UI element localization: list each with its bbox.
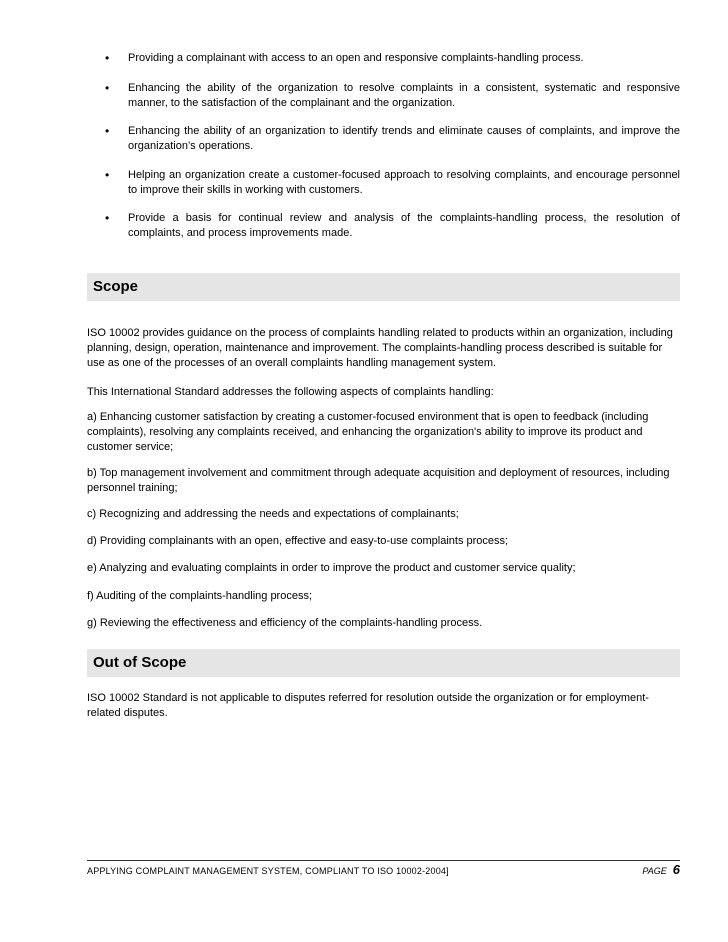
bullet-text: Enhancing the ability of an organization to identify trends and eliminate causes of complaints, and improve the organization’s operations. (128, 125, 680, 152)
scope-heading: Scope (93, 278, 139, 295)
out-of-scope-paragraph: ISO 10002 Standard is not applicable to disputes referred for resolution outside the organization or for employment-related disputes. (87, 692, 649, 719)
scope-paragraph: e) Analyzing and evaluating complaints in order to improve the product and customer service quality; (87, 562, 576, 574)
scope-paragraph: g) Reviewing the effectiveness and efficiency of the complaints-handling process. (87, 617, 483, 629)
scope-paragraph: ISO 10002 provides guidance on the process of complaints handling related to products within an organization, including planning, design, operation, maintenance and improvement. The complaints-handling process described is suitable for use as one of the processes of an overall complaints handling management system. (87, 327, 673, 369)
scope-paragraph: This International Standard addresses the following aspects of complaints handling: (87, 386, 494, 398)
footer-document-title: APPLYING COMPLAINT MANAGEMENT SYSTEM, COMPLIANT TO ISO 10002-2004] (87, 866, 449, 876)
bullet-icon: • (105, 81, 110, 95)
bullet-icon: • (105, 211, 110, 225)
scope-paragraph: f) Auditing of the complaints-handling process; (87, 590, 313, 602)
bullet-icon: • (105, 168, 110, 182)
page-label: PAGE (642, 866, 667, 876)
out-of-scope-heading-bar (87, 649, 680, 677)
scope-heading-bar (87, 273, 680, 301)
scope-paragraph: b) Top management involvement and commitment through adequate acquisition and deployment of resources, including personnel training; (87, 467, 670, 494)
bullet-text: Provide a basis for continual review and analysis of the complaints-handling process, the resolution of complaints, and process improvements made. (128, 212, 680, 239)
bullet-icon: • (105, 51, 110, 65)
page-number: 6 (672, 862, 680, 877)
footer-page-indicator (642, 863, 680, 878)
footer-divider (87, 860, 680, 861)
bullet-text: Enhancing the ability of the organization to resolve complaints in a consistent, systematic and responsive manner, to the satisfaction of the complainant and the organization. (128, 82, 680, 109)
bullet-text: Helping an organization create a customer-focused approach to resolving complaints, and encourage personnel to improve their skills in working with customers. (128, 169, 680, 196)
out-of-scope-heading: Out of Scope (93, 654, 187, 671)
scope-paragraph: c) Recognizing and addressing the needs and expectations of complainants; (87, 508, 459, 520)
scope-paragraph: a) Enhancing customer satisfaction by creating a customer-focused environment that is open to feedback (including complaints), resolving any complaints received, and enhancing the organization's ability to improve its product and customer service; (87, 411, 649, 453)
scope-paragraph: d) Providing complainants with an open, effective and easy-to-use complaints process; (87, 535, 509, 547)
bullet-text: Providing a complainant with access to an open and responsive complaints-handling process. (128, 52, 584, 64)
bullet-icon: • (105, 124, 110, 138)
